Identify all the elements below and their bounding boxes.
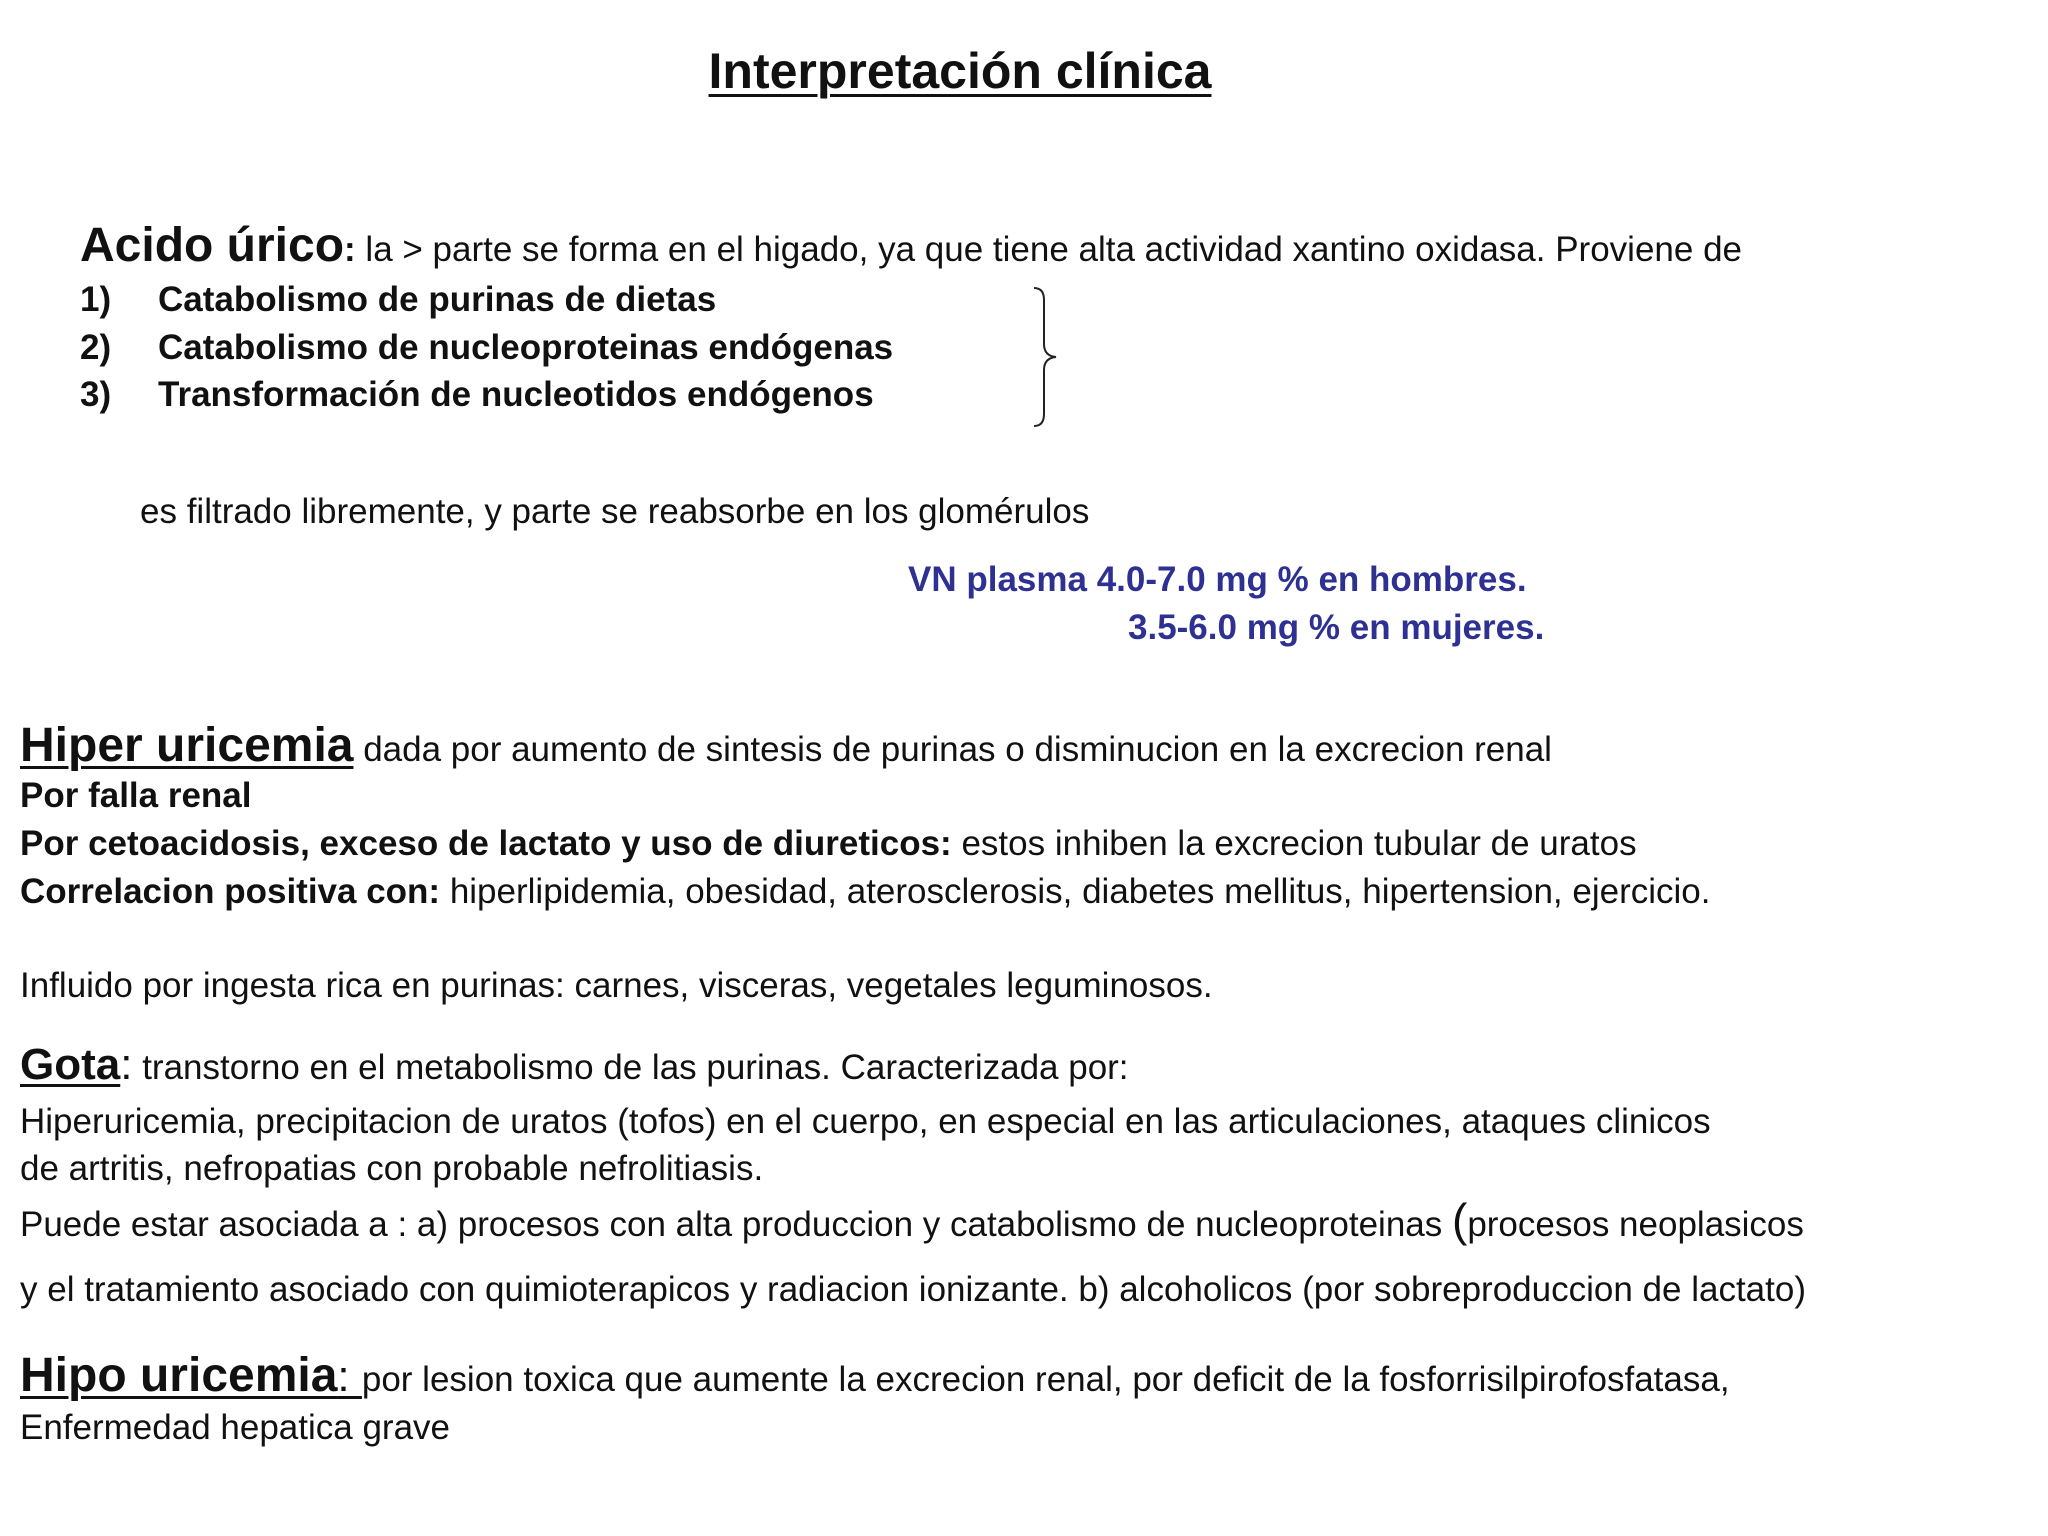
vn-mujeres: 3.5-6.0 mg % en mujeres. xyxy=(1128,608,1545,647)
acido-urico-term: Acido úrico xyxy=(80,219,345,272)
gota-line-2: de artritis, nefropatias con probable nefrolitiasis. xyxy=(20,1149,764,1188)
acido-urico-intro xyxy=(80,218,1742,273)
hipo-uricemia-desc: por lesion toxica que aumente la excrecion renal, por deficit de la fosforrisilpirofosfatasa, xyxy=(361,1360,1730,1399)
gota-intro xyxy=(20,1040,1129,1090)
hipo-line-2: Enfermedad hepatica grave xyxy=(20,1408,450,1447)
gota-colon: : xyxy=(120,1040,133,1089)
source-list-item-1: 1) Catabolismo de purinas de dietas xyxy=(80,280,717,319)
influido-text: Influido por ingesta rica en purinas: carnes, visceras, vegetales leguminosos. xyxy=(20,966,1213,1005)
gota-line-4: y el tratamiento asociado con quimioterapicos y radiacion ionizante. b) alcoholicos (por sobreproduccion de lactato) xyxy=(20,1270,1806,1309)
hiper-cetoacidosis: Por cetoacidosis, exceso de lactato y uso de diureticos: estos inhiben la excrecion tubular de uratos xyxy=(20,824,1637,863)
hiper-correlacion: Correlacion positiva con: hiperlipidemia, obesidad, aterosclerosis, diabetes mellitus, hipertension, ejercicio. xyxy=(20,872,1711,911)
curly-brace xyxy=(1030,286,1060,428)
gota-desc: transtorno en el metabolismo de las purinas. Caracterizada por: xyxy=(132,1048,1129,1087)
source-list-item-3: 3) Transformación de nucleotidos endógenos xyxy=(80,375,874,414)
page-title: Interpretación clínica xyxy=(708,43,1212,99)
filtrado-text: es filtrado libremente, y parte se reabsorbe en los glomérulos xyxy=(140,492,1090,531)
acido-urico-desc: la > parte se forma en el higado, ya que tiene alta actividad xantino oxidasa. Proviene de xyxy=(355,230,1742,269)
hiper-uricemia-intro xyxy=(20,718,1552,773)
gota-line-3: Puede estar asociada a : a) procesos con alta produccion y catabolismo de nucleoproteinas (procesos neoplasicos xyxy=(20,1194,1804,1246)
vn-hombres: VN plasma 4.0-7.0 mg % en hombres. xyxy=(908,560,1527,599)
gota-term: Gota xyxy=(20,1040,121,1089)
source-list-item-2: 2) Catabolismo de nucleoproteinas endógenas xyxy=(80,328,894,367)
hiper-falla-renal: Por falla renal xyxy=(20,776,252,815)
gota-line-1: Hiperuricemia, precipitacion de uratos (tofos) en el cuerpo, en especial en las articulaciones, ataques clinicos xyxy=(20,1102,1711,1141)
hiper-uricemia-term: Hiper uricemia xyxy=(20,719,354,772)
acido-urico-colon: : xyxy=(344,230,356,269)
hiper-uricemia-desc: dada por aumento de sintesis de purinas o disminucion en la excrecion renal xyxy=(353,730,1552,769)
hipo-uricemia-term: Hipo uricemia xyxy=(20,1349,338,1402)
hipo-uricemia-intro: Hipo uricemia: por lesion toxica que aumente la excrecion renal, por deficit de la fosforrisilpirofosfatasa, xyxy=(20,1349,1730,1402)
